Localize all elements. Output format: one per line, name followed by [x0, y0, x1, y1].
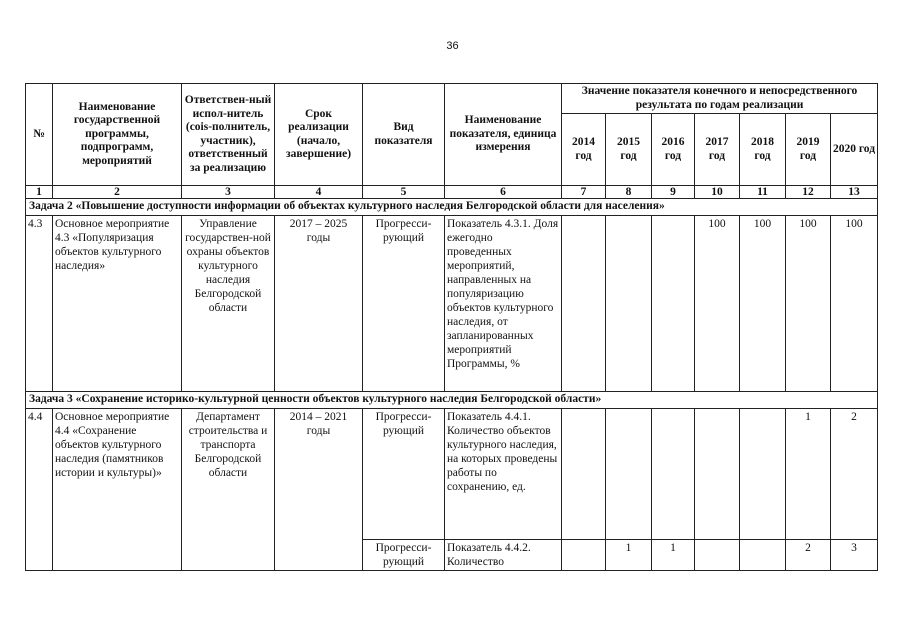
table-row — [26, 216, 878, 392]
value-2016 — [652, 409, 695, 540]
task-3-title: Задача 3 «Сохранение историко-культурной ценности объектов культурного наследия Белгородской области» — [26, 392, 878, 409]
task-2-title: Задача 2 «Повышение доступности информации об объектах культурного наследия Белгородской области для населения» — [26, 199, 878, 216]
value-2019: 100 — [786, 216, 831, 392]
value-2017 — [695, 409, 740, 540]
value-2019: 2 — [786, 540, 831, 571]
value-2016 — [652, 216, 695, 392]
indicator-name: Показатель 4.4.2. Количество — [445, 540, 562, 571]
value-2017: 100 — [695, 216, 740, 392]
task-row — [26, 392, 878, 409]
column-number: 9 — [652, 186, 695, 199]
responsible: Управление государствен-ной охраны объектов культурного наследия Белгородской области — [182, 216, 275, 392]
value-2015 — [606, 216, 652, 392]
header-num: № — [26, 84, 53, 186]
value-2020: 2 — [831, 409, 878, 540]
column-number: 5 — [363, 186, 445, 199]
header-year: 2019 год — [786, 114, 831, 186]
header-term: Срок реализации (начало, завершение) — [275, 84, 363, 186]
header-year: 2015 год — [606, 114, 652, 186]
table-row — [26, 409, 878, 540]
column-number-row — [26, 186, 878, 199]
value-2014 — [562, 409, 606, 540]
row-num: 4.4 — [26, 409, 53, 571]
column-number: 11 — [740, 186, 786, 199]
column-number: 6 — [445, 186, 562, 199]
header-year: 2020 год — [831, 114, 878, 186]
value-2014 — [562, 540, 606, 571]
value-2020: 3 — [831, 540, 878, 571]
value-2014 — [562, 216, 606, 392]
column-number: 3 — [182, 186, 275, 199]
indicators-table — [25, 83, 878, 571]
indicator-type: Прогресси-рующий — [363, 540, 445, 571]
header-year: 2018 год — [740, 114, 786, 186]
row-num: 4.3 — [26, 216, 53, 392]
column-number: 13 — [831, 186, 878, 199]
column-number: 1 — [26, 186, 53, 199]
value-2018 — [740, 540, 786, 571]
page-number: 36 — [446, 40, 459, 52]
header-type: Вид показателя — [363, 84, 445, 186]
value-2015 — [606, 409, 652, 540]
value-2015: 1 — [606, 540, 652, 571]
value-2018: 100 — [740, 216, 786, 392]
value-2020: 100 — [831, 216, 878, 392]
column-number: 12 — [786, 186, 831, 199]
header-year: 2017 год — [695, 114, 740, 186]
column-number: 2 — [53, 186, 182, 199]
header-values-group: Значение показателя конечного и непосредственного результата по годам реализации — [562, 84, 878, 114]
program-name: Основное мероприятие 4.3 «Популяризация объектов культурного наследия» — [53, 216, 182, 392]
indicator-type: Прогресси-рующий — [363, 409, 445, 540]
column-number: 8 — [606, 186, 652, 199]
header-program: Наименование государственной программы, подпрограмм, мероприятий — [53, 84, 182, 186]
term: 2014 – 2021 годы — [275, 409, 363, 571]
indicator-name: Показатель 4.4.1. Количество объектов культурного наследия, на которых проведены работы по сохранению, ед. — [445, 409, 562, 540]
header-year: 2014 год — [562, 114, 606, 186]
header-responsible: Ответствен-ный испол-нитель (сois-полнитель, участник), ответственный за реализацию — [182, 84, 275, 186]
task-row — [26, 199, 878, 216]
program-name: Основное мероприятие 4.4 «Сохранение объектов культурного наследия (памятников истории и культуры)» — [53, 409, 182, 571]
value-2018 — [740, 409, 786, 540]
column-number: 4 — [275, 186, 363, 199]
header-year: 2016 год — [652, 114, 695, 186]
column-number: 10 — [695, 186, 740, 199]
value-2019: 1 — [786, 409, 831, 540]
column-number: 7 — [562, 186, 606, 199]
indicator-name: Показатель 4.3.1. Доля ежегодно проведенных мероприятий, направленных на популяризацию объектов культурного наследия, от запланированных мероприятий Программы, % — [445, 216, 562, 392]
term: 2017 – 2025 годы — [275, 216, 363, 392]
header-indicator: Наименование показателя, единица измерения — [445, 84, 562, 186]
value-2016: 1 — [652, 540, 695, 571]
responsible: Департамент строительства и транспорта Белгородской области — [182, 409, 275, 571]
indicator-type: Прогресси-рующий — [363, 216, 445, 392]
value-2017 — [695, 540, 740, 571]
